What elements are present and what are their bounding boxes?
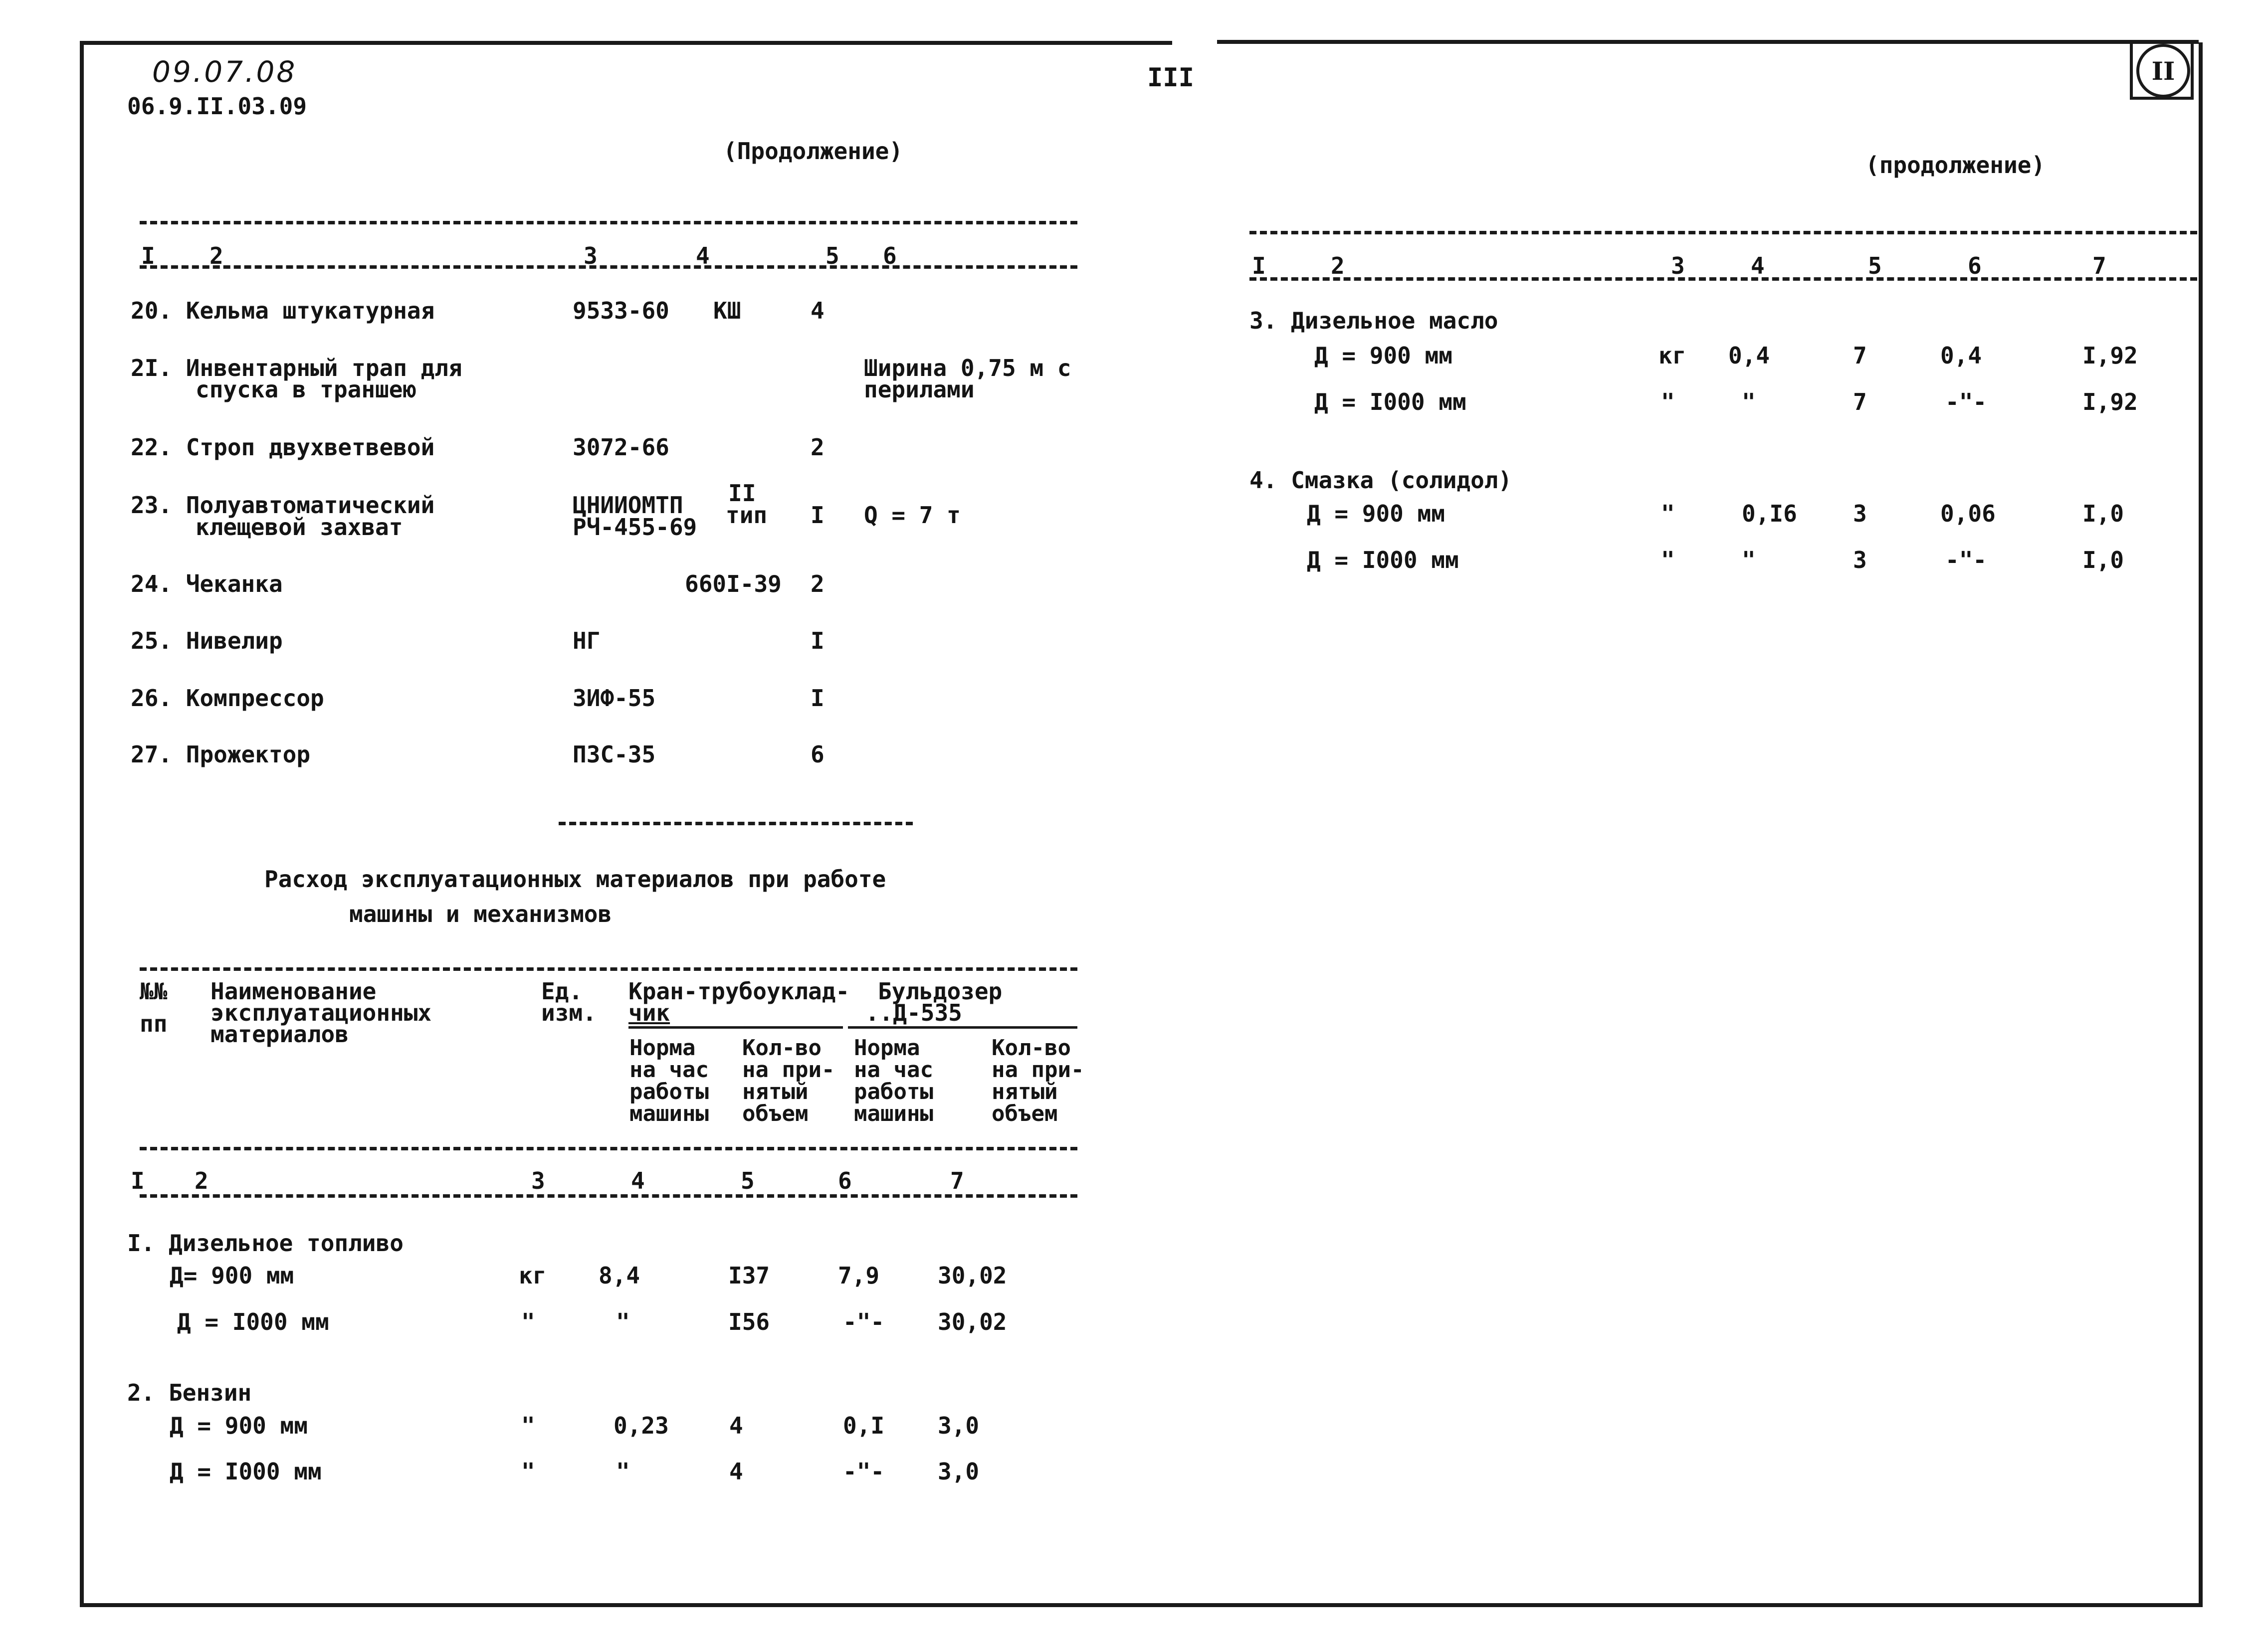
equipment-gost: ЦНИИОМТП <box>573 492 683 519</box>
equipment-item-continued: спуска в траншею <box>196 376 417 403</box>
material-row-crane-norm: 0,23 <box>614 1412 669 1439</box>
material-row-bulldozer-qty: I,92 <box>2082 388 2138 415</box>
material-row-label: Д = I000 мм <box>177 1308 329 1335</box>
equipment-qty: 6 <box>811 741 825 768</box>
material-row-unit: " <box>521 1458 535 1485</box>
top-rule-right <box>1217 40 2199 44</box>
material-row-bulldozer-norm: 0,I <box>843 1412 885 1439</box>
material-row-unit: " <box>1661 500 1675 527</box>
col-number: 6 <box>883 242 897 269</box>
material-row-bulldozer-norm: -"- <box>843 1458 885 1485</box>
material-row-unit: кг <box>519 1262 547 1289</box>
right-table-top-rule <box>1249 231 2197 234</box>
equipment-qty: I <box>811 502 825 529</box>
material-row-bulldozer-qty: I,0 <box>2082 547 2124 573</box>
col-number: 3 <box>584 242 598 269</box>
header-name: Наименование <box>210 978 377 1005</box>
top-rule-left <box>80 41 1172 45</box>
material-row-crane-qty: I56 <box>728 1308 770 1335</box>
material-row-crane-qty: 7 <box>1853 388 1867 415</box>
header-num-continued: пп <box>140 1010 168 1037</box>
equipment-gost: 9533-60 <box>573 297 669 324</box>
header-num: №№ <box>140 978 168 1005</box>
continuation-label-right: (продолжение) <box>1865 152 2046 179</box>
material-row-crane-qty: 7 <box>1853 342 1867 369</box>
document-code: 06.9.II.03.09 <box>127 93 307 120</box>
equipment-qty: 4 <box>811 297 825 324</box>
material-row-label: Д = 900 мм <box>1314 342 1452 369</box>
header-name-continued: эксплуатационных <box>210 999 432 1026</box>
equipment-note: Q = 7 т <box>864 502 961 529</box>
material-row-crane-qty: I37 <box>728 1262 770 1289</box>
col-number: 5 <box>825 242 839 269</box>
material-row-bulldozer-qty: I,92 <box>2082 342 2138 369</box>
equipment-qty: I <box>811 685 825 712</box>
col-number: 4 <box>696 242 710 269</box>
material-row-bulldozer-qty: 3,0 <box>938 1412 980 1439</box>
header-bulldozer: Бульдозер <box>878 978 1003 1005</box>
material-row-crane-norm: 8,4 <box>599 1262 640 1289</box>
equipment-gost: НГ <box>573 627 601 654</box>
materials-column-numbers-rule <box>140 1194 1077 1198</box>
equipment-gost: 3072-66 <box>573 434 669 461</box>
equipment-gost: ПЗС-35 <box>573 741 656 768</box>
equipment-item: 20. Кельма штукатурная <box>131 297 435 324</box>
equipment-table-header-rule <box>140 265 1077 269</box>
material-row-label: Д = I000 мм <box>170 1458 322 1485</box>
equipment-type: КШ <box>713 297 741 324</box>
material-group-title: 4. Смазка (солидол) <box>1249 467 1512 494</box>
col-number: 2 <box>209 242 223 269</box>
equipment-item: 27. Прожектор <box>131 741 311 768</box>
equipment-type-continued: тип <box>726 502 768 529</box>
equipment-gost-continued: РЧ-455-69 <box>573 514 697 541</box>
page-number: III <box>1147 63 1194 93</box>
material-row-crane-qty: 3 <box>1853 500 1867 527</box>
header-crane-continued: чик <box>628 999 670 1026</box>
material-row-crane-qty: 4 <box>729 1458 743 1485</box>
material-row-bulldozer-qty: I,0 <box>2082 500 2124 527</box>
material-row-label: Д = I000 мм <box>1314 388 1466 415</box>
material-row-bulldozer-norm: -"- <box>843 1308 885 1335</box>
equipment-qty: 2 <box>811 570 825 597</box>
sheet-badge: II <box>2136 44 2190 98</box>
material-row-crane-norm: " <box>1742 388 1756 415</box>
material-row-bulldozer-qty: 3,0 <box>938 1458 980 1485</box>
material-row-label: Д= 900 мм <box>170 1262 294 1289</box>
header-name-continued: материалов <box>210 1021 349 1048</box>
material-row-unit: кг <box>1658 342 1686 369</box>
equipment-item: 2I. Инвентарный трап для <box>131 355 462 381</box>
equipment-item: 22. Строп двухветвевой <box>131 434 435 461</box>
material-row-bulldozer-norm: 0,4 <box>1940 342 1982 369</box>
materials-title: Расход эксплуатационных материалов при работе <box>264 866 886 893</box>
equipment-item: 25. Нивелир <box>131 627 283 654</box>
equipment-gost: 660I-39 <box>685 570 782 597</box>
section-divider <box>559 822 913 825</box>
continuation-label-left: (Продолжение) <box>723 138 903 165</box>
materials-table-top-rule <box>140 967 1077 971</box>
material-row-crane-norm: 0,I6 <box>1742 500 1797 527</box>
equipment-qty: I <box>811 627 825 654</box>
materials-header-bottom-rule <box>140 1147 1077 1150</box>
material-row-label: Д = I000 мм <box>1307 547 1459 573</box>
material-row-unit: " <box>1661 547 1675 573</box>
material-group-title: 2. Бензин <box>127 1379 252 1406</box>
equipment-gost: ЗИФ-55 <box>573 685 656 712</box>
material-row-bulldozer-norm: -"- <box>1945 388 1987 415</box>
header-unit-continued: изм. <box>541 999 597 1026</box>
material-row-label: Д = 900 мм <box>1307 500 1445 527</box>
header-crane: Кран-трубоуклад- <box>628 978 850 1005</box>
crane-underline <box>628 1026 843 1029</box>
equipment-table-top-rule <box>140 221 1077 224</box>
material-group-title: I. Дизельное топливо <box>127 1230 404 1257</box>
header-unit: Ед. <box>541 978 583 1005</box>
material-group-title: 3. Дизельное масло <box>1249 307 1498 334</box>
material-row-bulldozer-norm: -"- <box>1945 547 1987 573</box>
material-row-bulldozer-norm: 7,9 <box>838 1262 880 1289</box>
header-bulldozer-continued: ..Д-535 <box>865 999 962 1026</box>
material-row-crane-qty: 3 <box>1853 547 1867 573</box>
material-row-unit: " <box>521 1308 535 1335</box>
materials-title-continued: машины и механизмов <box>349 901 612 927</box>
equipment-item: 26. Компрессор <box>131 685 324 712</box>
equipment-note-continued: перилами <box>864 376 975 403</box>
equipment-type: II <box>728 480 756 507</box>
equipment-note: Ширина 0,75 м с <box>864 355 1071 381</box>
material-row-bulldozer-norm: 0,06 <box>1940 500 1996 527</box>
bulldozer-underline <box>848 1026 1077 1029</box>
material-row-crane-norm: " <box>616 1308 630 1335</box>
equipment-qty: 2 <box>811 434 825 461</box>
equipment-item: 24. Чеканка <box>131 570 283 597</box>
material-row-unit: " <box>521 1412 535 1439</box>
material-row-unit: " <box>1661 388 1675 415</box>
material-row-crane-norm: " <box>1742 547 1756 573</box>
handwritten-date: 09.07.08 <box>152 55 297 89</box>
material-row-label: Д = 900 мм <box>170 1412 308 1439</box>
equipment-item: 23. Полуавтоматический <box>131 492 435 519</box>
material-row-bulldozer-qty: 30,02 <box>938 1262 1007 1289</box>
col-number: I <box>141 242 155 269</box>
right-column-numbers-rule <box>1249 277 2197 281</box>
material-row-crane-qty: 4 <box>729 1412 743 1439</box>
material-row-crane-norm: 0,4 <box>1728 342 1770 369</box>
equipment-item-continued: клещевой захват <box>196 514 403 541</box>
material-row-crane-norm: " <box>616 1458 630 1485</box>
material-row-bulldozer-qty: 30,02 <box>938 1308 1007 1335</box>
